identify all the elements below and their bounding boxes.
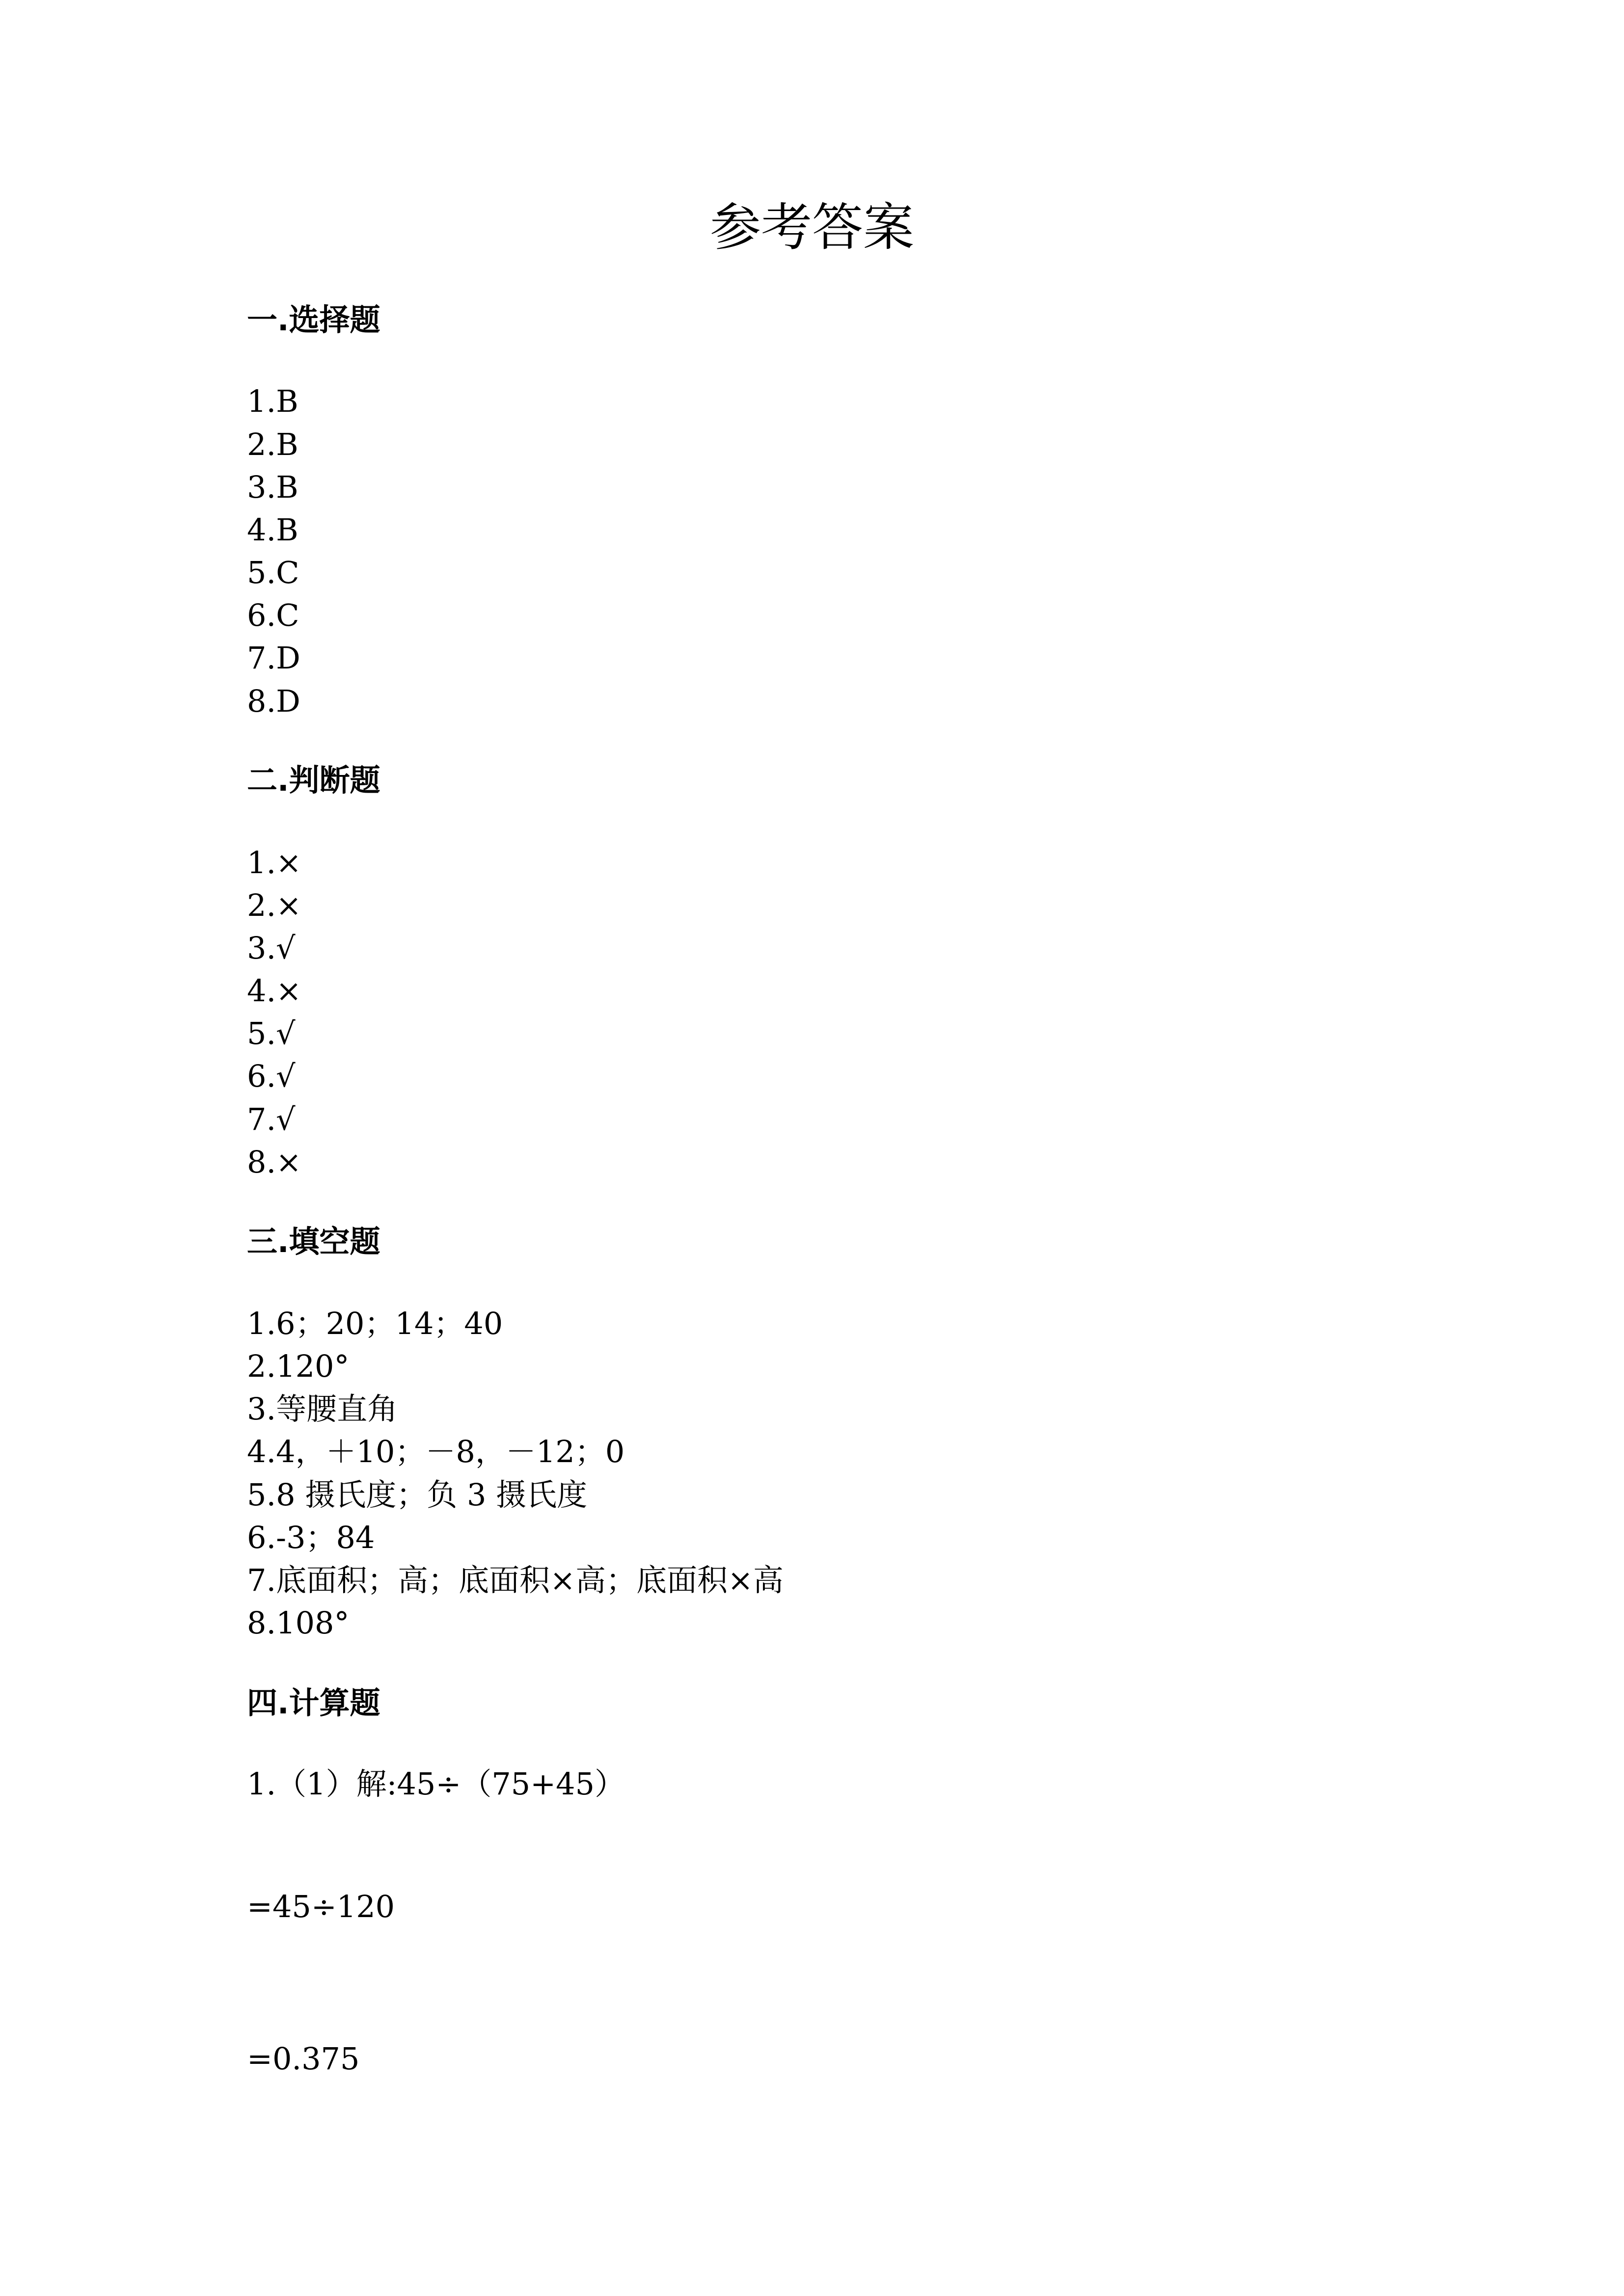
fill-answer-6: 6.-3；84 <box>247 1520 375 1555</box>
section-heading-fill: 三.填空题 <box>247 1224 380 1259</box>
judge-answer-7: 7.√ <box>247 1101 296 1137</box>
section-heading-judge: 二.判断题 <box>247 762 380 798</box>
fill-answer-1: 1.6；20；14；40 <box>247 1306 503 1341</box>
choice-answer-7: 7.D <box>247 640 300 676</box>
choice-answer-1: 1.B <box>247 383 298 419</box>
choice-answer-2: 2.B <box>247 427 298 462</box>
fill-answer-3: 3.等腰直角 <box>247 1391 398 1427</box>
fill-answer-2: 2.120° <box>247 1348 350 1384</box>
section-heading-calc: 四.计算题 <box>247 1685 380 1721</box>
fill-answer-4: 4.4，＋10；－8，－12；0 <box>247 1434 625 1469</box>
fill-answer-5: 5.8 摄氏度；负 3 摄氏度 <box>247 1477 588 1513</box>
judge-answer-2: 2.× <box>247 887 302 923</box>
calc-answer-line-2: =45÷120 <box>247 1889 395 1924</box>
judge-answer-1: 1.× <box>247 845 302 881</box>
judge-answer-8: 8.× <box>247 1144 302 1180</box>
choice-answer-5: 5.C <box>247 555 299 590</box>
choice-answer-4: 4.B <box>247 512 298 548</box>
fill-answer-8: 8.108° <box>247 1605 350 1641</box>
page-title: 参考答案 <box>709 197 914 257</box>
choice-answer-3: 3.B <box>247 469 298 505</box>
choice-answer-6: 6.C <box>247 597 299 633</box>
judge-answer-3: 3.√ <box>247 930 296 966</box>
calc-answer-line-1: 1.（1）解:45÷（75+45） <box>247 1766 625 1802</box>
judge-answer-4: 4.× <box>247 973 302 1009</box>
calc-answer-line-3: =0.375 <box>247 2041 360 2077</box>
fill-answer-7: 7.底面积；高；底面积×高；底面积×高 <box>247 1562 784 1598</box>
judge-answer-5: 5.√ <box>247 1015 296 1051</box>
choice-answer-8: 8.D <box>247 683 300 719</box>
judge-answer-6: 6.√ <box>247 1058 296 1094</box>
section-heading-choice: 一.选择题 <box>247 302 380 338</box>
